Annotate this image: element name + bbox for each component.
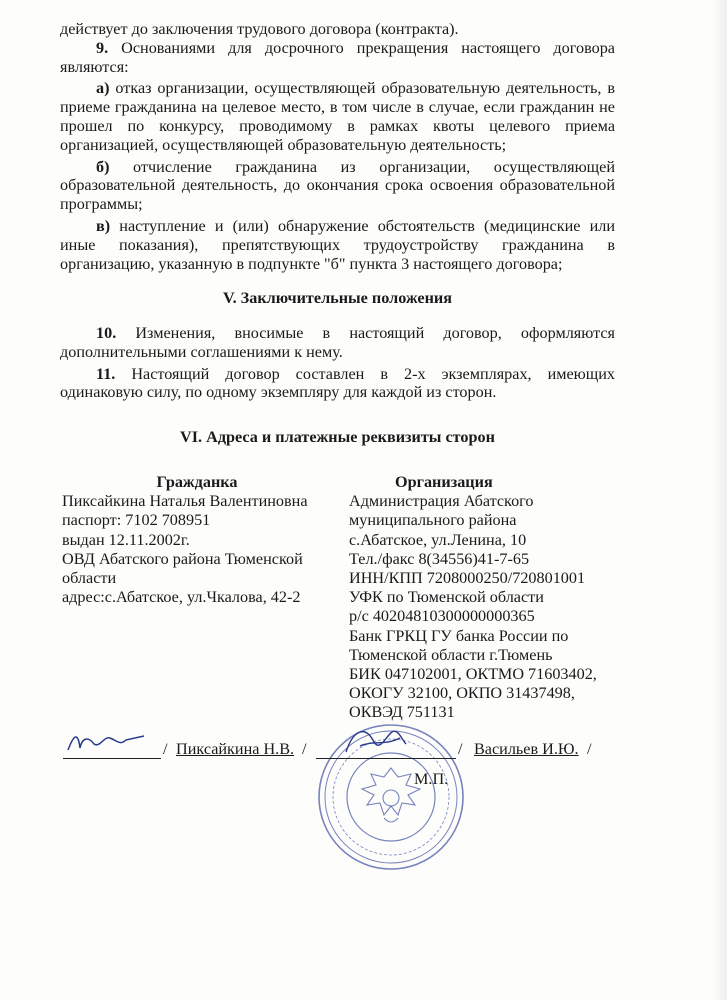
section-5-heading: V. Заключительные положения — [222, 289, 453, 307]
citizen-signature-line — [63, 758, 161, 759]
organization-signature — [340, 722, 410, 762]
citizen-title: Гражданка — [156, 473, 238, 491]
contract-clauses — [60, 20, 615, 273]
final-clauses — [60, 324, 615, 402]
citizen-line: адрес:с.Абатское, ул.Чкалова, 42-2 — [62, 588, 301, 607]
organization-signature-line — [316, 758, 456, 759]
clause-11: 11. Настоящий договор составлен в 2-х экземплярах, имеющих одинаковую силу, по одному экземпляру для каждой из сторон. — [60, 364, 615, 402]
clause-9-a: а) отказ организации, осуществляющей образовательную деятельность, в приеме гражданина на целевое место, в том числе в случае, если гражданин не прошел по конкурсу, проводимому в рамках квоты целевого приема организацией, осуществляющей образовательную деятельность; — [60, 79, 615, 154]
organization-line: муниципального района — [349, 511, 517, 530]
organization-line: р/с 40204810300000000365 — [349, 607, 535, 626]
organization-line: ОКОГУ 32100, ОКПО 31437498, — [349, 684, 575, 703]
section-6-heading: VI. Адреса и платежные реквизиты сторон — [180, 428, 495, 446]
citizen-line: паспорт: 7102 708951 — [62, 511, 211, 530]
slash: / — [587, 740, 592, 758]
citizen-signature — [64, 726, 154, 756]
organization-line: ИНН/КПП 7208000250/720801001 — [349, 569, 586, 588]
organization-line: ОКВЭД 751131 — [349, 703, 455, 722]
clause-10: 10. Изменения, вносимые в настоящий договор, оформляются дополнительными соглашениями к нему. — [60, 324, 615, 361]
slash: / — [458, 740, 463, 758]
citizen-line: ОВД Абатского района Тюменской — [62, 549, 303, 568]
organization-line: БИК 047102001, ОКТМО 71603402, — [349, 665, 597, 684]
clause-8-continuation: действует до заключения трудового договора (контракта). — [60, 20, 459, 38]
citizen-line: области — [62, 569, 117, 588]
organization-line: Банк ГРКЦ ГУ банка России по — [349, 626, 569, 645]
organization-title: Организация — [395, 473, 493, 491]
slash: / — [302, 740, 307, 758]
clause-9-v: в) наступление и (или) обнаружение обстоятельств (медицинские или иные показания), препятствующих трудоустройству гражданина в организацию, указанную в подпункте "б" пункта 3 настоящего договора; — [60, 216, 615, 273]
seal-place-label: М.П. — [414, 770, 449, 788]
organization-line: УФК по Тюменской области — [349, 588, 544, 607]
organization-details — [349, 473, 624, 723]
citizen-details — [62, 473, 332, 607]
citizen-line: выдан 12.11.2002г. — [62, 530, 190, 549]
scan-edge-shadow — [713, 0, 727, 1000]
organization-line: Администрация Абатского — [349, 492, 534, 511]
citizen-line: Пиксайкина Наталья Валентиновна — [62, 492, 308, 511]
citizen-signature-name: Пиксайкина Н.В. — [176, 740, 295, 758]
organization-line: с.Абатское, ул.Ленина, 10 — [349, 530, 527, 549]
slash: / — [163, 740, 168, 758]
clause-9-b: б) отчисление гражданина из организации, осуществляющей образовательной деятельность, до окончания срока освоения образовательной программы; — [60, 157, 615, 214]
organization-line: Тюменской области г.Тюмень — [349, 645, 553, 664]
organization-line: Тел./факс 8(34556)41-7-65 — [349, 549, 530, 568]
clause-9: 9. Основаниями для досрочного прекращения настоящего договора являются: — [60, 38, 615, 76]
organization-signature-name: Васильев И.Ю. — [474, 740, 579, 758]
